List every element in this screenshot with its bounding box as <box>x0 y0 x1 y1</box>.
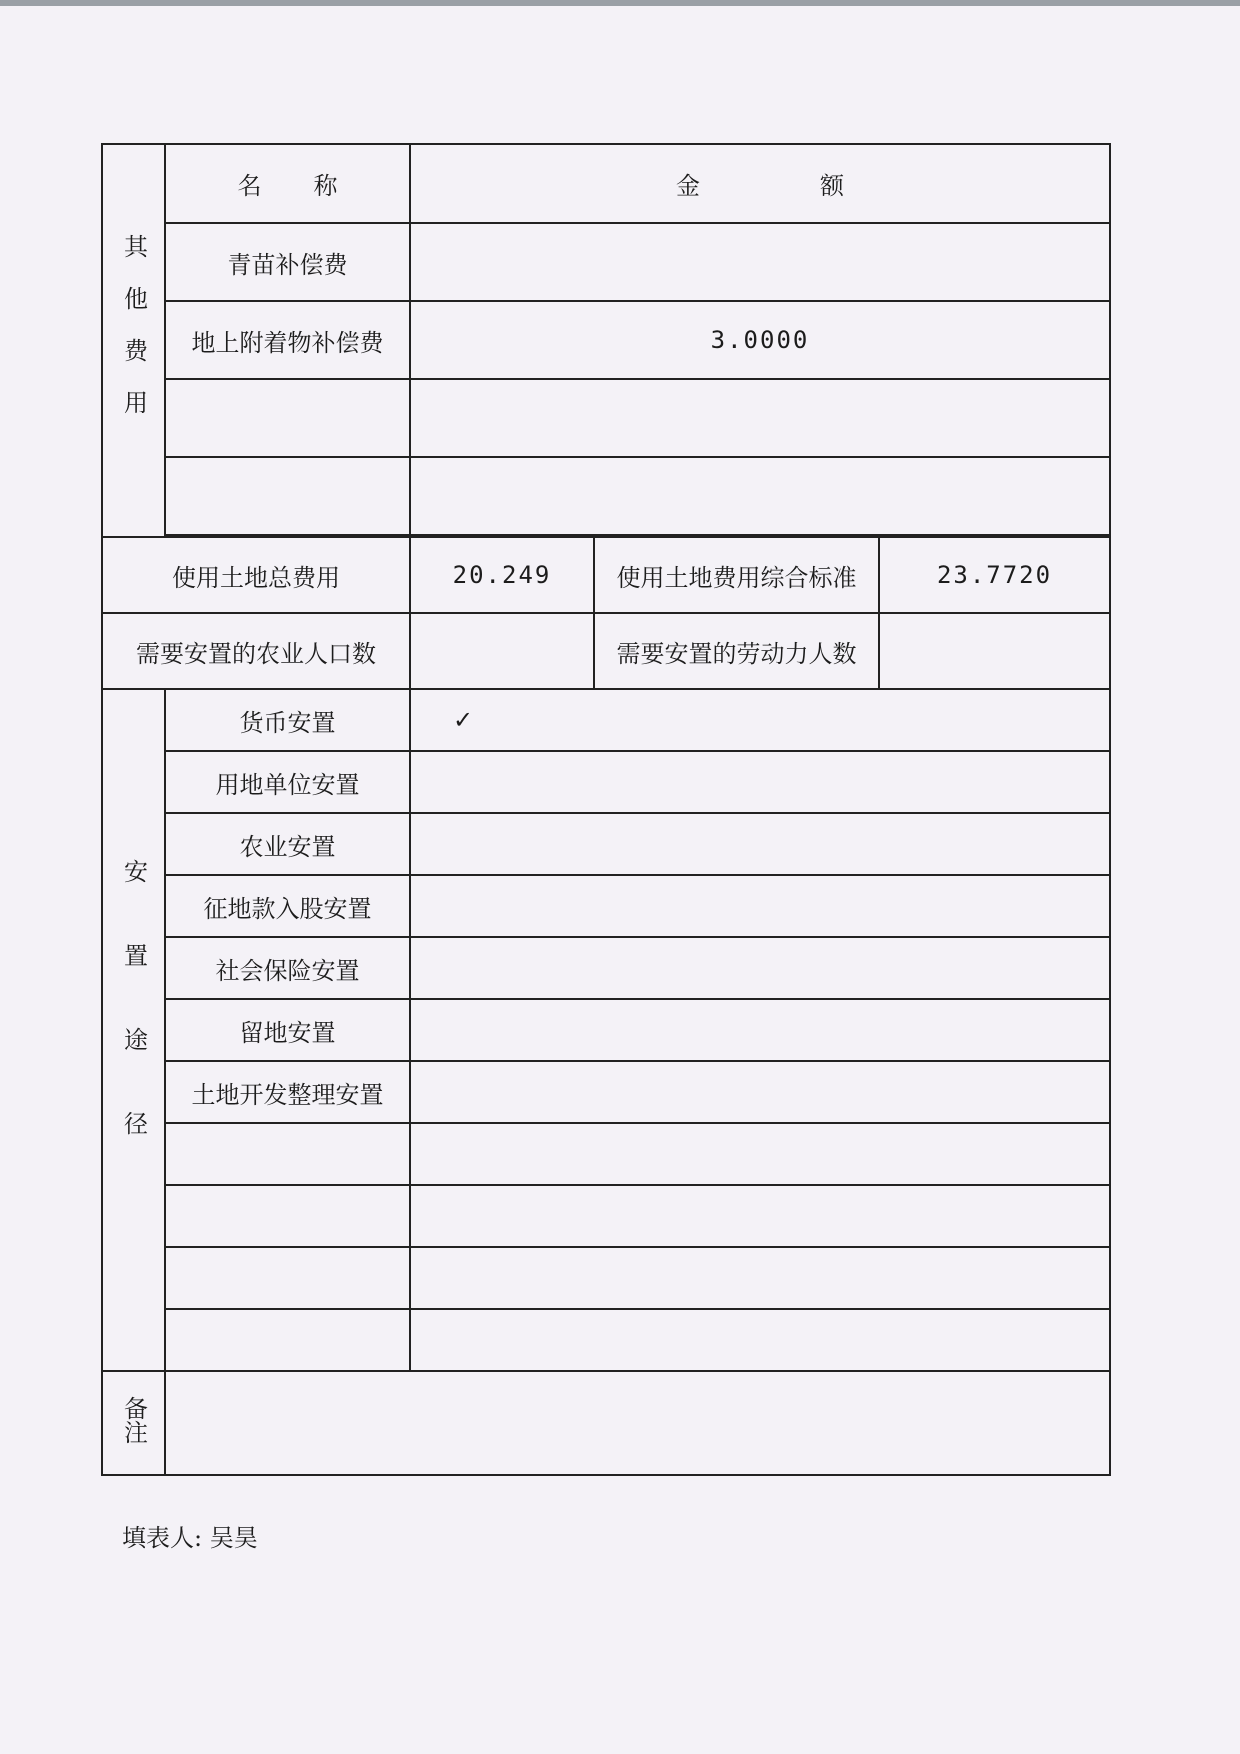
resettlement-name-cell <box>165 751 410 813</box>
header-amount-cell <box>410 144 1110 223</box>
standard-fee-label-cell <box>594 537 879 613</box>
resettlement-name: 用地单位安置 <box>215 770 360 799</box>
fee-amount-cell[interactable] <box>410 223 1110 301</box>
scan-edge <box>0 0 1240 6</box>
resettlement-name: 留地安置 <box>239 1018 336 1047</box>
header-amount: 金额 <box>676 172 965 200</box>
resettlement-name-cell <box>165 1309 410 1371</box>
fee-name-cell <box>165 301 410 379</box>
resettlement-mark-cell[interactable] <box>410 1185 1110 1247</box>
fee-name-cell <box>165 457 410 535</box>
resettlement-mark-cell[interactable] <box>410 937 1110 999</box>
standard-fee-value: 23.7720 <box>936 561 1053 589</box>
resettlement-name: 农业安置 <box>239 832 336 861</box>
resettlement-mark-cell[interactable] <box>410 689 1110 751</box>
land-fee-form-table <box>101 143 1111 1476</box>
agri-pop-label: 需要安置的农业人口数 <box>136 639 376 668</box>
resettlement-mark-cell[interactable] <box>410 813 1110 875</box>
remarks-label-cell <box>102 1371 165 1475</box>
fee-name: 地上附着物补偿费 <box>191 328 384 357</box>
total-fee-value: 20.249 <box>452 561 552 589</box>
fee-amount-cell[interactable] <box>410 379 1110 457</box>
fee-amount: 3.0000 <box>710 326 810 354</box>
resettlement-name-cell <box>165 689 410 751</box>
other-fees-section-label <box>102 144 165 537</box>
resettlement-mark-cell[interactable] <box>410 751 1110 813</box>
check-mark-icon: ✓ <box>453 706 474 734</box>
resettlement-name-cell <box>165 1061 410 1123</box>
fee-amount-cell[interactable] <box>410 301 1110 379</box>
resettlement-mark-cell[interactable] <box>410 1309 1110 1371</box>
labor-label: 需要安置的劳动力人数 <box>616 639 857 668</box>
resettlement-name-cell <box>165 875 410 937</box>
resettlement-mark-cell[interactable] <box>410 1247 1110 1309</box>
header-name: 名称 <box>237 172 390 200</box>
resettlement-name-cell <box>165 1123 410 1185</box>
agri-pop-value-cell[interactable] <box>410 613 594 689</box>
resettlement-section-label <box>102 689 165 1371</box>
header-name-cell <box>165 144 410 223</box>
resettlement-section-text: 安置途径 <box>119 859 148 1195</box>
fee-name-cell <box>165 379 410 457</box>
resettlement-mark-cell[interactable] <box>410 1123 1110 1185</box>
resettlement-mark-cell[interactable] <box>410 1061 1110 1123</box>
resettlement-name-cell <box>165 937 410 999</box>
resettlement-name: 货币安置 <box>239 708 336 737</box>
filler-label: 填表人: <box>122 1524 203 1552</box>
fee-amount-cell[interactable] <box>410 457 1110 535</box>
standard-fee-label: 使用土地费用综合标准 <box>616 563 857 592</box>
standard-fee-value-cell[interactable] <box>879 537 1110 613</box>
total-fee-label-cell <box>102 537 410 613</box>
total-fee-label: 使用土地总费用 <box>172 563 340 592</box>
resettlement-name-cell <box>165 999 410 1061</box>
resettlement-name-cell <box>165 813 410 875</box>
resettlement-name: 土地开发整理安置 <box>191 1080 384 1109</box>
resettlement-name-cell <box>165 1185 410 1247</box>
filler-line <box>122 1518 258 1553</box>
fee-name-cell <box>165 223 410 301</box>
labor-value-cell[interactable] <box>879 613 1110 689</box>
total-fee-value-cell[interactable] <box>410 537 594 613</box>
resettlement-name: 征地款入股安置 <box>203 894 372 923</box>
filler-name: 吴昊 <box>209 1524 258 1552</box>
fee-name: 青苗补偿费 <box>227 250 348 279</box>
remarks-value-cell[interactable] <box>165 1371 1110 1475</box>
resettlement-name: 社会保险安置 <box>215 956 360 985</box>
resettlement-name-cell <box>165 1247 410 1309</box>
resettlement-mark-cell[interactable] <box>410 999 1110 1061</box>
labor-label-cell <box>594 613 879 689</box>
agri-pop-label-cell <box>102 613 410 689</box>
resettlement-mark-cell[interactable] <box>410 875 1110 937</box>
remarks-label: 备注 <box>119 1396 148 1444</box>
other-fees-section-text: 其他费用 <box>119 233 148 442</box>
